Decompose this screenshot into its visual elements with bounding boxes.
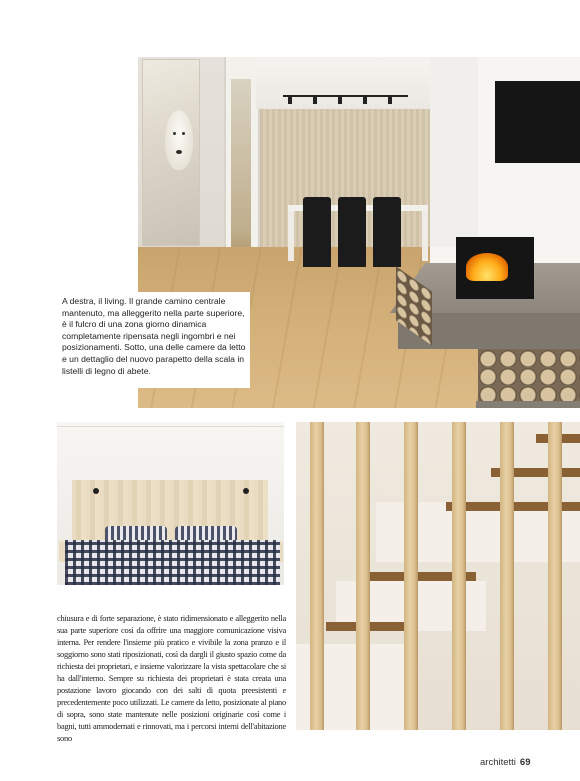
dining-chair <box>373 197 401 267</box>
wood-slat <box>310 422 324 730</box>
wood-slat <box>548 422 562 730</box>
spotlight <box>288 97 292 104</box>
dining-chair <box>303 197 331 267</box>
page-footer <box>480 757 530 768</box>
wood-slat <box>500 422 514 730</box>
polar-bear <box>165 110 193 170</box>
ceiling-line <box>57 426 284 427</box>
table-leg <box>288 211 294 261</box>
stair-step <box>326 622 416 631</box>
spotlight <box>313 97 317 104</box>
wooden-headboard <box>72 480 268 542</box>
firewood-stack <box>478 349 580 401</box>
staircase-photo <box>296 422 580 730</box>
wall-lamp <box>243 488 249 494</box>
television <box>495 81 580 163</box>
spotlight <box>363 97 367 104</box>
wood-slat <box>356 422 370 730</box>
article-body <box>57 612 286 744</box>
bench-base <box>476 401 580 408</box>
bear-eye <box>182 132 185 135</box>
bear-nose <box>176 150 182 154</box>
wall-lamp <box>93 488 99 494</box>
magazine-name: architetti <box>480 757 516 768</box>
bedroom-photo <box>57 422 284 585</box>
checkered-bedspread <box>65 540 280 585</box>
fireplace-chimney <box>430 57 478 247</box>
spotlight <box>388 97 392 104</box>
spotlight <box>338 97 342 104</box>
table-leg <box>422 211 428 261</box>
door-glass <box>231 79 251 269</box>
bear-eye <box>173 132 176 135</box>
page-number: 69 <box>519 757 531 768</box>
polar-bear-poster <box>142 59 200 246</box>
fire-flame <box>466 253 508 281</box>
wood-slat <box>404 422 418 730</box>
dining-chair <box>338 197 366 267</box>
wood-slat <box>452 422 466 730</box>
photo-caption: A destra, il living. Il grande camino centrale mantenuto, ma alleggerito nella parte superiore, è il fulcro di una zona giorno dinamica completamente ripensata negli ingombri e nei posizionamenti. Sotto, una delle camere da letto e un dettaglio del nuovo parapetto della scala in listelli di legno di abete. <box>57 292 250 388</box>
article-paragraph: chiusura e di forte separazione, è stato ridimensionato e alleggerito nella sua parte superiore così da offrire una maggiore comunicazione visiva interna. Per rendere l'insieme più pratico e vivibile la zona pranzo e il soggiorno sono stati riposizionati, così da dargli il giusto spazio come da richiesta dei proprietari, e insieme valorizzare la vista spettacolare che si ha dall'interno. Sempre su richiesta dei proprietari è stata creata una postazione lavoro giocando con dei salti di quota preesistenti e precedentemente poco utilizzati. Le camere da letto, posizionate al piano di sopra, sono state mantenute nelle posizioni originarie così come i bagni, tutti ammodernati e rinnovati, ma i percorsi interni dell'abitazione sono <box>57 613 286 743</box>
